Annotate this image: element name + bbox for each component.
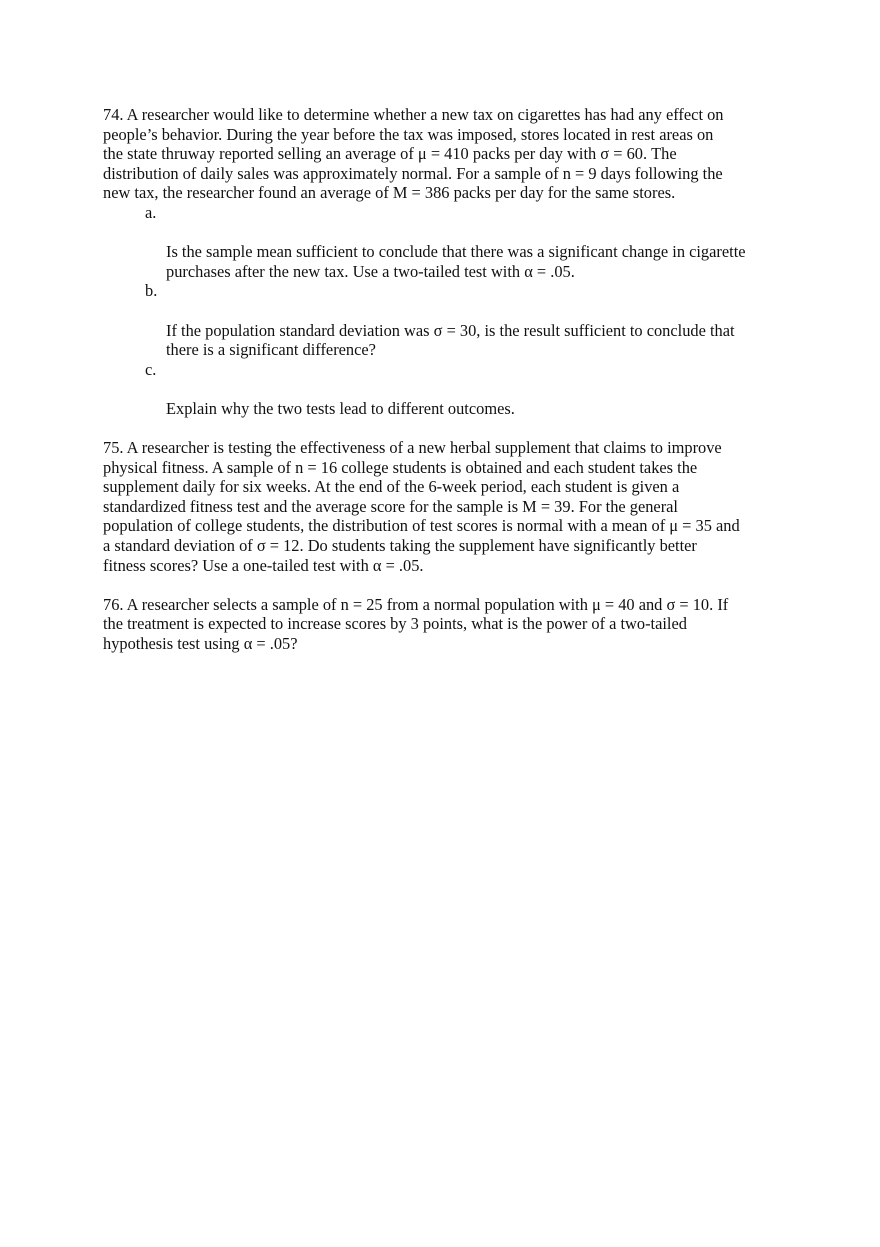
problem-75 (103, 438, 783, 575)
problem-74-text: 74. A researcher would like to determine whether a new tax on cigarettes has had any effect on people’s behavior. During the year before the tax was imposed, stores located in rest areas on the state thruway reported selling an average of μ = 410 packs per day with σ = 60. The distribution of daily sales was approximately normal. For a sample of n = 9 days following the new tax, the researcher found an average of M = 386 packs per day for the same stores. (103, 105, 724, 203)
part-letter: a. (145, 202, 157, 222)
problem-74-part-a (103, 203, 783, 281)
problem-74-part-c (103, 360, 783, 419)
part-letter: c. (145, 359, 157, 379)
paragraph-spacer (103, 419, 783, 439)
problem-76-text: 76. A researcher selects a sample of n = 25 from a normal population with μ = 40 and σ = 10. If the treatment is expected to increase scores by 3 points, what is the power of a two-tailed hypothesis test using α = .05? (103, 594, 729, 654)
part-text: Explain why the two tests lead to different outcomes. (166, 398, 515, 418)
problem-74-parts (103, 203, 783, 419)
problem-75-text: 75. A researcher is testing the effectiveness of a new herbal supplement that claims to improve physical fitness. A sample of n = 16 college students is obtained and each student takes the supplement daily for six weeks. At the end of the 6-week period, each student is given a standardized fitness test and the average score for the sample is M = 39. For the general population of college students, the distribution of test scores is normal with a mean of μ = 35 and a standard deviation of σ = 12. Do students taking the supplement have significantly better fitness scores? Use a one-tailed test with α = .05. (103, 438, 740, 575)
problem-76 (103, 595, 783, 654)
part-letter: b. (145, 281, 158, 301)
problem-74-part-b (103, 281, 783, 359)
part-text: Is the sample mean sufficient to conclude that there was a significant change in cigarette purchases after the new tax. Use a two-tailed test with α = .05. (166, 242, 746, 281)
problem-74 (103, 105, 783, 419)
part-text: If the population standard deviation was σ = 30, is the result sufficient to conclude that there is a significant difference? (166, 320, 735, 360)
paragraph-spacer (103, 575, 783, 595)
document-page (103, 105, 783, 654)
